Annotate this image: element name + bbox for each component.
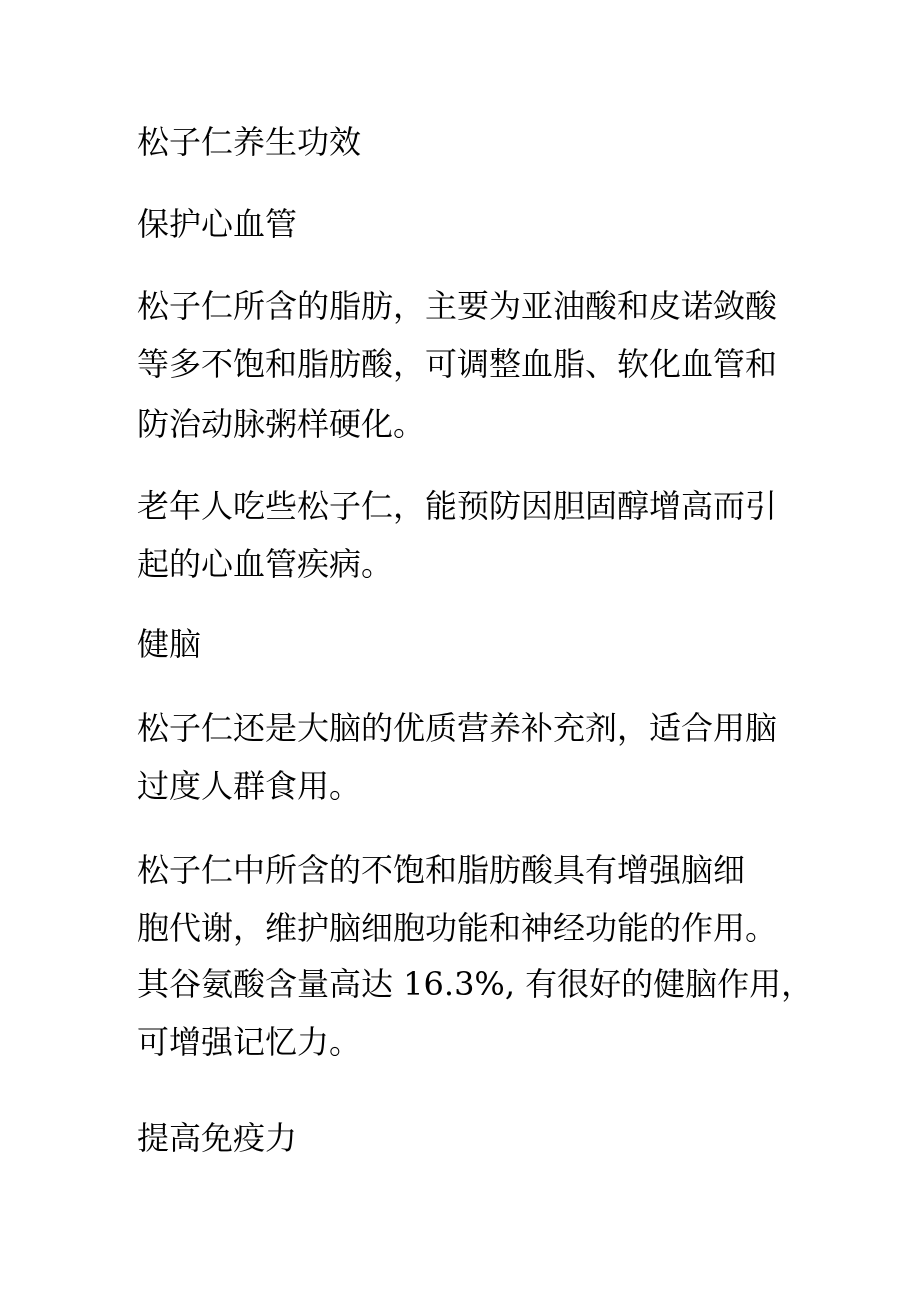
paragraph-1-line-3: 防治动脉粥样硬化。 — [137, 405, 426, 443]
document-title: 松子仁养生功效 — [137, 123, 362, 161]
section-heading-brain: 健脑 — [137, 625, 202, 663]
paragraph-4-line-1: 松子仁中所含的不饱和脂肪酸具有增强脑细 — [137, 851, 746, 889]
paragraph-1-line-2: 等多不饱和脂肪酸，可调整血脂、软化血管和 — [137, 345, 778, 383]
section-heading-immunity: 提高免疫力 — [137, 1119, 298, 1157]
paragraph-2-line-1: 老年人吃些松子仁，能预防因胆固醇增高而引 — [137, 487, 778, 525]
paragraph-4-line-3: 其谷氨酸含量高达 16.3%, 有很好的健脑作用， — [137, 965, 814, 1003]
paragraph-4-line-2: 胞代谢，维护脑细胞功能和神经功能的作用。 — [137, 909, 778, 947]
paragraph-3-line-2: 过度人群食用。 — [137, 767, 362, 805]
section-heading-cardiovascular: 保护心血管 — [137, 205, 298, 243]
paragraph-4-line-4: 可增强记忆力。 — [137, 1023, 362, 1061]
paragraph-1-line-1: 松子仁所含的脂肪，主要为亚油酸和皮诺敛酸 — [137, 287, 778, 325]
paragraph-3-line-1: 松子仁还是大脑的优质营养补充剂，适合用脑 — [137, 709, 778, 747]
paragraph-2-line-2: 起的心血管疾病。 — [137, 545, 394, 583]
